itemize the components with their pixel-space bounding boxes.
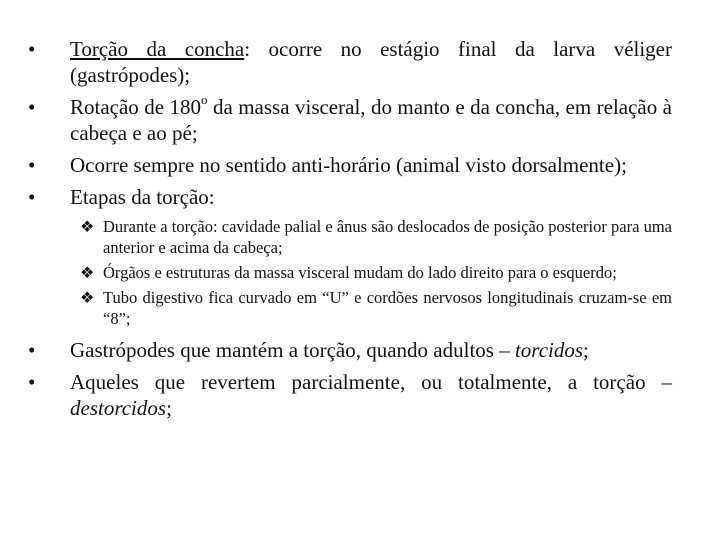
- term-destorcidos: destorcidos: [70, 396, 167, 420]
- degree-sign: o: [201, 92, 208, 107]
- bullet-text: Gastrópodes que mantém a torção, quando adultos –: [70, 338, 515, 362]
- bullet-list: [28, 36, 672, 427]
- sub-bullet-orgaos: [28, 262, 672, 283]
- bullet-etapas: [28, 184, 672, 329]
- sub-bullet-durante: [28, 216, 672, 258]
- bullet-text: Rotação de 180: [70, 95, 202, 119]
- term-torcidos: torcidos: [514, 338, 584, 362]
- bullet-text: Ocorre sempre no sentido anti-horário (animal visto dorsalmente);: [70, 153, 627, 177]
- bullet-marker: •: [28, 153, 36, 177]
- bullet-torcidos: [28, 337, 672, 363]
- bullet-text: ;: [583, 338, 589, 362]
- sub-bullet-tubo-digestivo: [28, 287, 672, 329]
- term-torcao-da-concha: Torção da concha: [70, 37, 245, 61]
- sub-bullet-text: Órgãos e estruturas da massa visceral mudam do lado direito para o esquerdo;: [103, 263, 617, 282]
- bullet-marker: •: [28, 370, 36, 394]
- bullet-marker: •: [28, 338, 36, 362]
- bullet-torcao-concha: [28, 36, 672, 88]
- sub-bullet-text: Tubo digestivo fica curvado em “U” e cordões nervosos longitudinais cruzam-se em “8”;: [103, 288, 672, 328]
- diamond-bullet-icon: ❖: [80, 219, 95, 236]
- bullet-marker: •: [28, 185, 36, 209]
- diamond-bullet-icon: ❖: [80, 265, 95, 282]
- diamond-bullet-icon: ❖: [80, 290, 95, 307]
- bullet-text: Aqueles que revertem parcialmente, ou totalmente, a torção –: [70, 370, 672, 394]
- bullet-text: da massa visceral, do manto e da concha, em relação à cabeça e ao pé;: [70, 95, 673, 145]
- bullet-rotacao: [28, 94, 672, 146]
- sub-bullet-list: [70, 216, 672, 329]
- sub-bullet-text: Durante a torção: cavidade palial e ânus são deslocados de posição posterior para uma anterior e acima da cabeça;: [103, 217, 672, 257]
- bullet-marker: •: [28, 37, 36, 61]
- bullet-sentido-anti-horario: [28, 152, 672, 178]
- bullet-marker: •: [28, 95, 36, 119]
- bullet-text: : ocorre no estágio final da larva véliger (gastrópodes);: [70, 37, 672, 87]
- bullet-destorcidos: [28, 369, 672, 421]
- bullet-text: Etapas da torção:: [70, 185, 215, 209]
- bullet-text: ;: [166, 396, 172, 420]
